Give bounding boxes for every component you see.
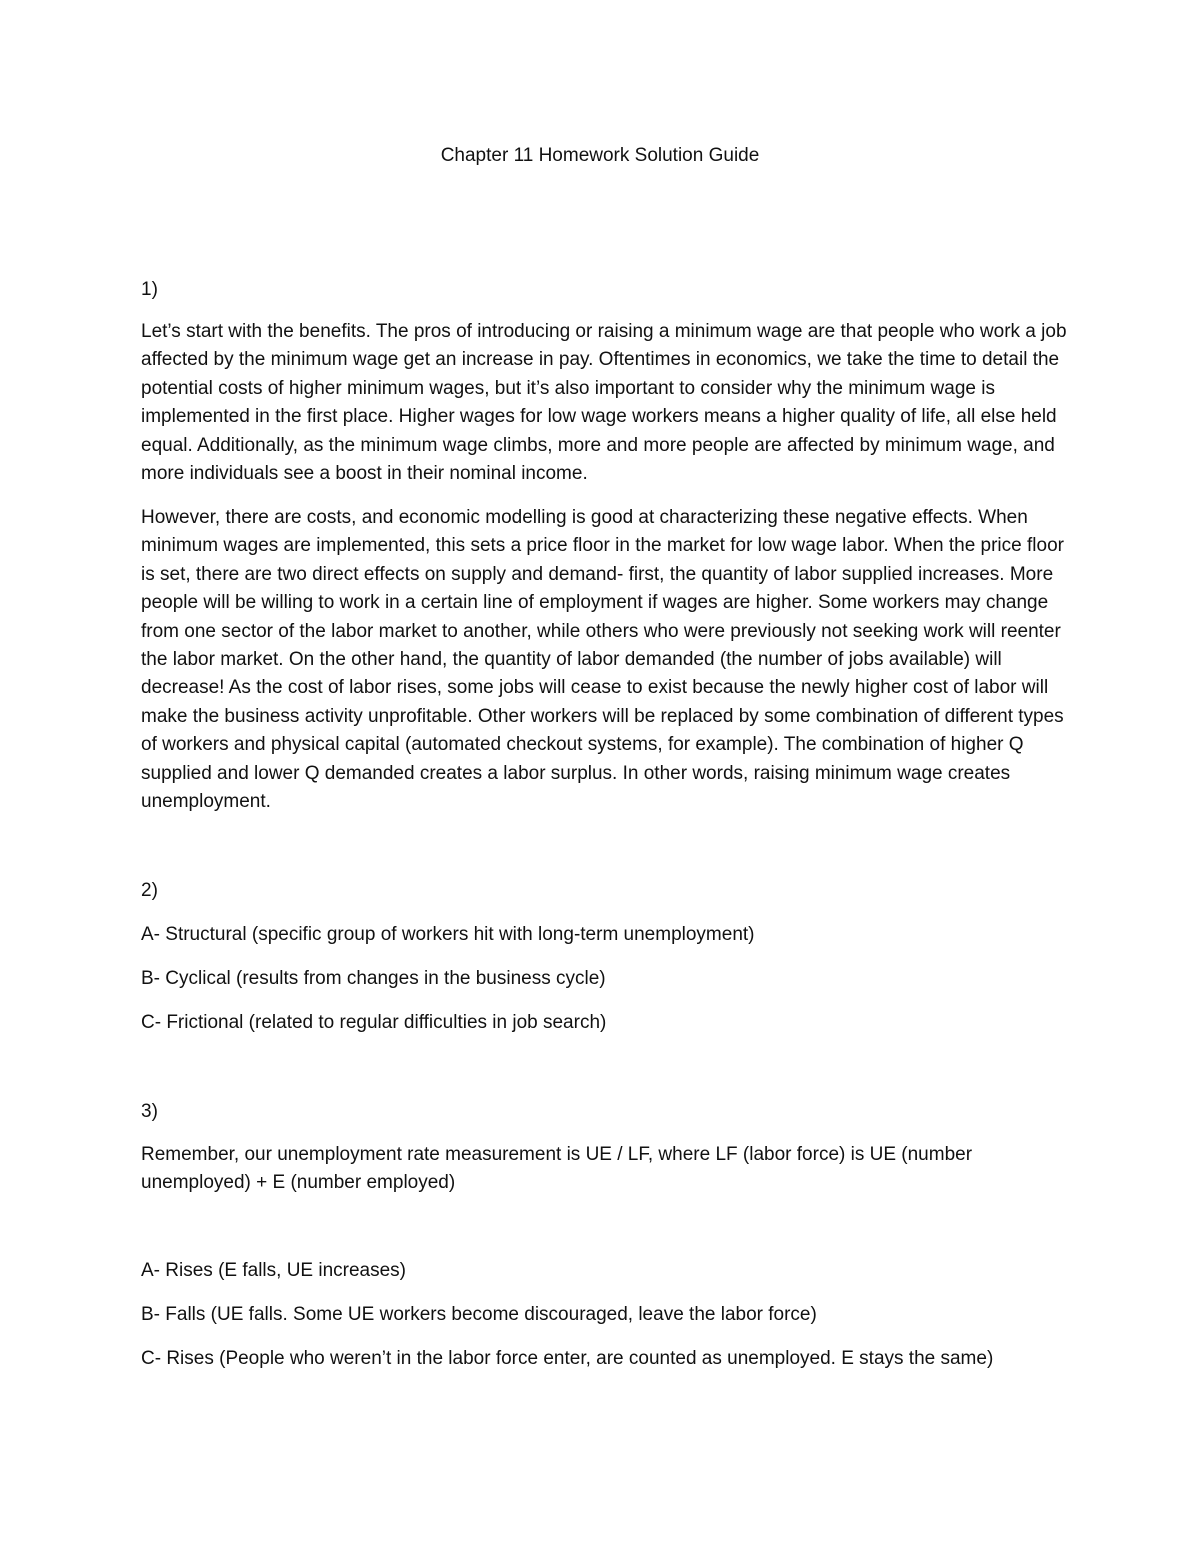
question-2-answer-b: B- Cyclical (results from changes in the business cycle) (141, 968, 606, 989)
question-1-paragraph-2: However, there are costs, and economic modelling is good at characterizing these negative effects. When minimum wages are implemented, this sets a price floor in the market for low wage labor. When the price floor is set, there are two direct effects on supply and demand- first, the quantity of labor supplied increases. More people will be willing to work in a certain line of employment if wages are higher. Some workers may change from one sector of the labor market to another, while others who were previously not seeking work will reenter the labor market. On the other hand, the quantity of labor demanded (the number of jobs available) will decrease! As the cost of labor rises, some jobs will cease to exist because the newly higher cost of labor will make the business activity unprofitable. Other workers will be replaced by some combination of different types of workers and physical capital (automated checkout systems, for example). The combination of higher Q supplied and lower Q demanded creates a labor surplus. In other words, raising minimum wage creates unemployment. (141, 507, 1064, 813)
question-2-answer-c: C- Frictional (related to regular difficulties in job search) (141, 1012, 607, 1033)
question-2-answer-a: A- Structural (specific group of workers hit with long-term unemployment) (141, 924, 755, 945)
question-3-answer-c: C- Rises (People who weren’t in the labor force enter, are counted as unemployed. E stays the same) (141, 1348, 994, 1369)
question-3-answer-a: A- Rises (E falls, UE increases) (141, 1260, 407, 1281)
question-3-number: 3) (141, 1101, 158, 1122)
question-3-answer-b: B- Falls (UE falls. Some UE workers become discouraged, leave the labor force) (141, 1304, 817, 1325)
page-title: Chapter 11 Homework Solution Guide (440, 145, 760, 166)
question-1-number: 1) (141, 279, 158, 300)
question-2-number: 2) (141, 880, 158, 901)
question-1-paragraph-1: Let’s start with the benefits. The pros of introducing or raising a minimum wage are that people who work a job affected by the minimum wage get an increase in pay. Oftentimes in economics, we take the time to detail the potential costs of higher minimum wages, but it’s also important to consider why the minimum wage is implemented in the first place. Higher wages for low wage workers means a higher quality of life, all else held equal. Additionally, as the minimum wage climbs, more and more people are affected by minimum wage, and more individuals see a boost in their nominal income. (141, 321, 1067, 485)
question-3-intro: Remember, our unemployment rate measurement is UE / LF, where LF (labor force) is UE (number unemployed) + E (number employed) (141, 1144, 973, 1194)
